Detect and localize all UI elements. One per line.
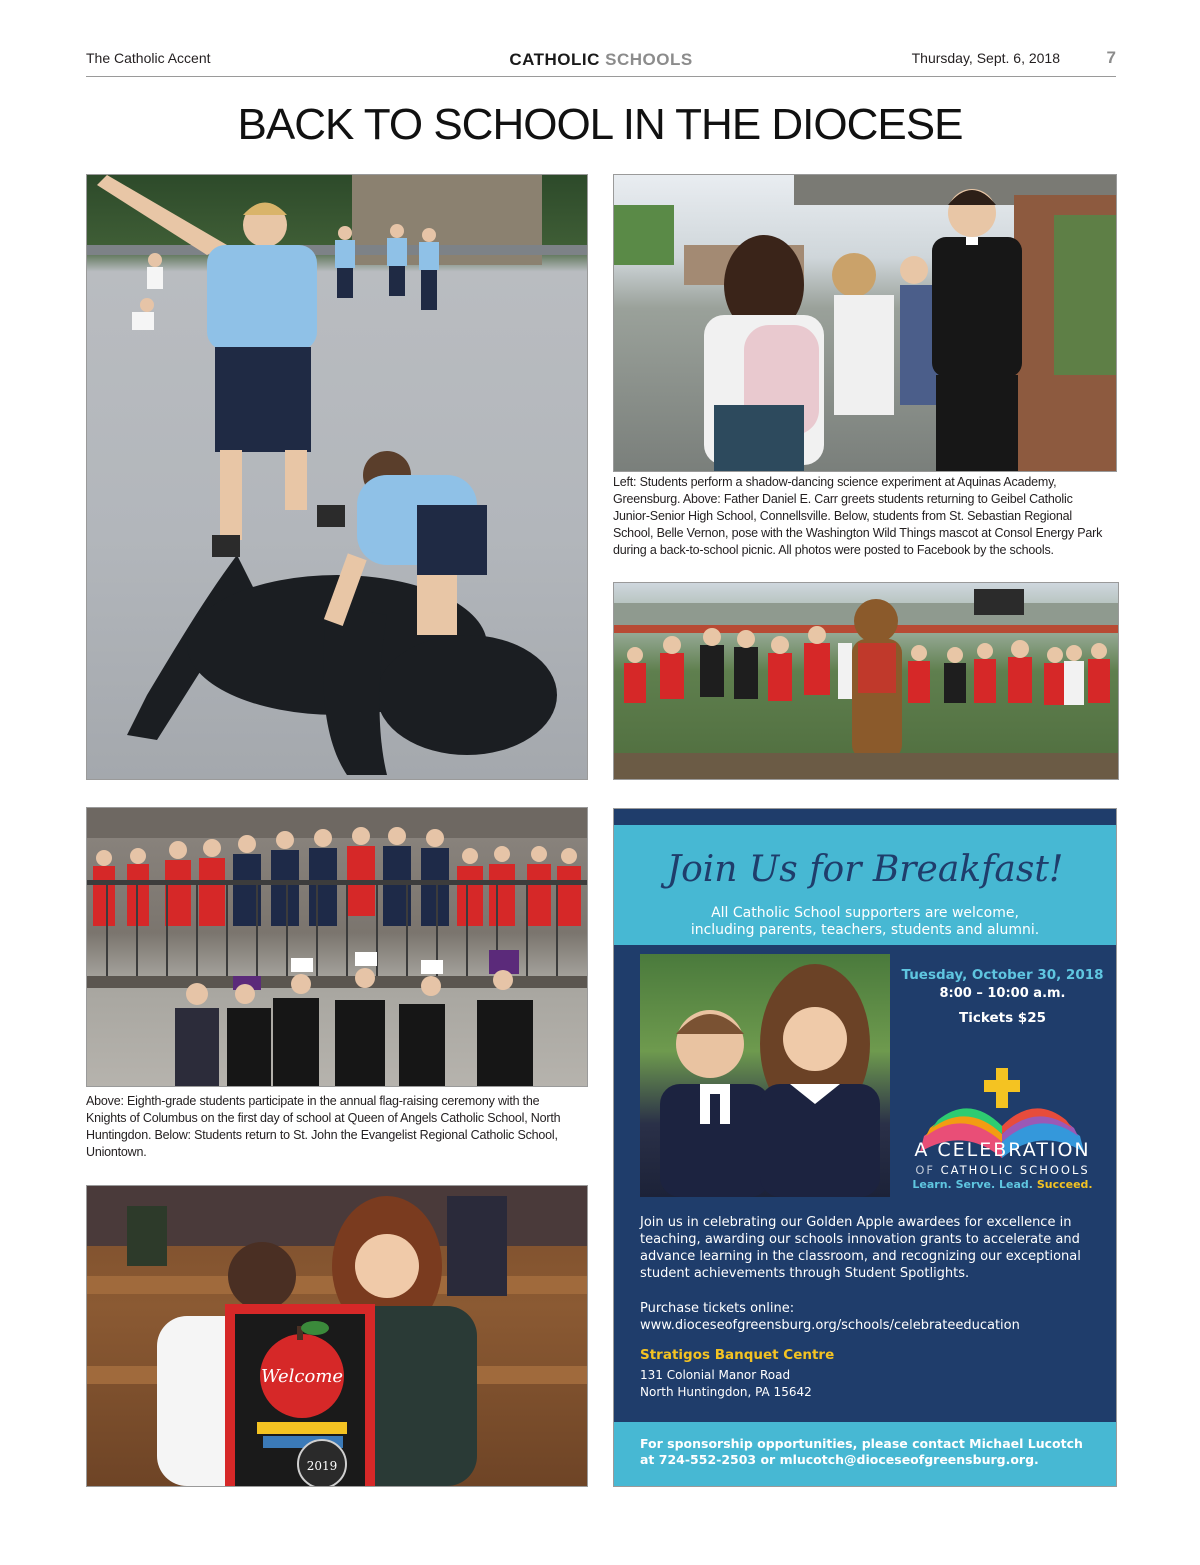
ad-children-photo-art	[640, 954, 890, 1197]
photo-shadow-dancing-art	[87, 175, 587, 779]
masthead	[86, 48, 1116, 77]
ad-subtitle-line2: including parents, teachers, students and alumni.	[690, 922, 1040, 938]
caption-left-middle: Above: Eighth-grade students participate in the annual flag-raising ceremony with the Knights of Columbus on the first day of school at Queen of Angels Catholic School, North Huntingdon. Below: Students return to St. John the Evangelist Regional Catholic School, Uniontown.	[86, 1094, 561, 1159]
venue-name: Stratigos Banquet Centre	[640, 1347, 835, 1363]
ad-header-band	[614, 825, 1116, 945]
ad-body-text: Join us in celebrating our Golden Apple awardees for excellence in teaching, awarding our schools innovation grants to accelerate and advance learning in the classroom, and recognizing our exceptional student achievements through Student Spotlights.	[640, 1215, 1081, 1281]
ad-children-photo	[640, 954, 890, 1197]
photo-ballpark-mascot	[613, 582, 1119, 780]
logo-catholic-schools-text: CATHOLIC SCHOOLS	[940, 1163, 1090, 1177]
ad-subtitle	[614, 905, 1116, 939]
logo-catholic-schools	[899, 1163, 1106, 1177]
photo-welcome-banner	[86, 1185, 588, 1487]
photo-welcome-banner-art	[87, 1186, 587, 1486]
sponsorship-contact: For sponsorship opportunities, please contact Michael Lucotch at 724-552-2503 or mlucotch@dioceseofgreensburg.org.	[640, 1436, 1083, 1467]
page-headline: BACK TO SCHOOL IN THE DIOCESE	[237, 100, 963, 149]
logo-tagline-part2: Succeed.	[1036, 1178, 1093, 1191]
photo-priest-greeting	[613, 174, 1117, 472]
event-ticket-price: Tickets $25	[959, 1010, 1046, 1026]
logo-celebration-text: A CELEBRATION	[914, 1139, 1091, 1161]
photo-flag-raising	[86, 807, 588, 1087]
publication-name: The Catholic Accent	[86, 50, 211, 66]
ad-title: Join Us for Breakfast!	[666, 849, 1064, 890]
event-time: 8:00 – 10:00 a.m.	[939, 986, 1066, 1001]
purchase-label: Purchase tickets online:	[640, 1301, 795, 1316]
event-date: Tuesday, October 30, 2018	[901, 967, 1104, 983]
caption-right-top: Left: Students perform a shadow-dancing science experiment at Aquinas Academy, Greensburg. Above: Father Daniel E. Carr greets students returning to Geibel Catholic Junior-Senior High School, Connellsville. Below, students from St. Sebastian Regional School, Belle Vernon, pose with the Washington Wild Things mascot at Consol Energy Park during a back-to-school picnic. All photos were posted to Facebook by the schools.	[613, 475, 1103, 557]
photo-priest-greeting-art	[614, 175, 1116, 471]
section-name-part2: SCHOOLS	[605, 50, 693, 69]
banner-year-text: 2019	[306, 1459, 338, 1473]
section-name-part1: CATHOLIC	[509, 50, 600, 69]
logo-of-text: OF	[915, 1163, 935, 1177]
ad-subtitle-line1: All Catholic School supporters are welcome,	[711, 905, 1019, 921]
issue-date: Thursday, Sept. 6, 2018	[911, 50, 1060, 66]
venue-address-line1: 131 Colonial Manor Road	[640, 1368, 791, 1382]
logo-tagline-part1: Learn. Serve. Lead.	[912, 1178, 1033, 1191]
logo-tagline	[899, 1178, 1106, 1191]
page-number: 7	[1106, 48, 1116, 67]
photo-flag-raising-art	[87, 808, 587, 1086]
banner-welcome-text: Welcome	[260, 1366, 344, 1387]
ad-footer-band	[614, 1422, 1116, 1486]
purchase-url[interactable]: www.dioceseofgreensburg.org/schools/celebrateeducation	[640, 1318, 1020, 1333]
venue-address-line2: North Huntingdon, PA 15642	[640, 1385, 812, 1399]
photo-shadow-dancing	[86, 174, 588, 780]
breakfast-advertisement	[613, 808, 1117, 1487]
photo-ballpark-mascot-art	[614, 583, 1118, 779]
